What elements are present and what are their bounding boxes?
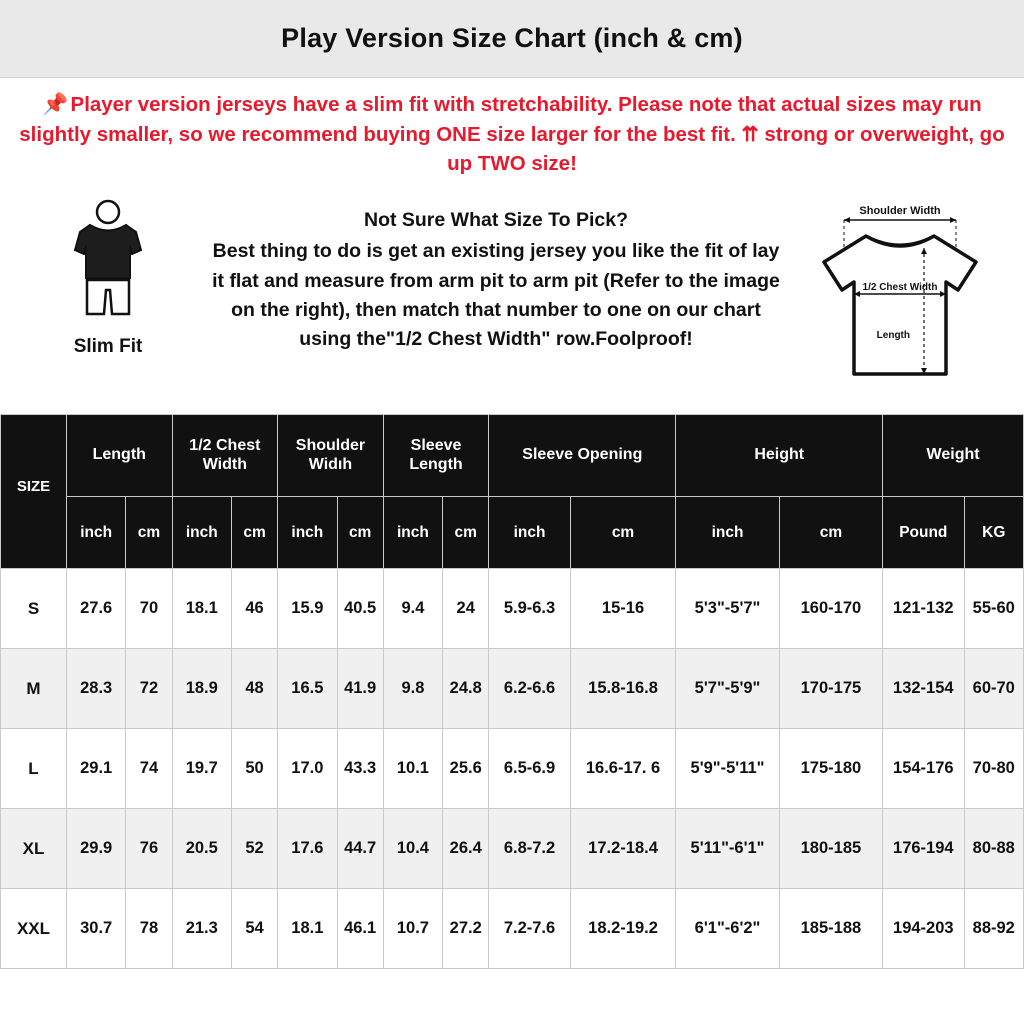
cell: 16.6-17. 6 [570, 729, 676, 809]
row-size: S [1, 569, 67, 649]
cell: 41.9 [337, 649, 383, 729]
cell: 9.4 [383, 569, 442, 649]
cell: 17.2-18.4 [570, 809, 676, 889]
unit-sleeve-opening-cm: cm [570, 497, 676, 569]
cell: 26.4 [443, 809, 489, 889]
header-height: Height [676, 415, 883, 497]
cell: 17.6 [278, 809, 337, 889]
cell: 17.0 [278, 729, 337, 809]
cell: 44.7 [337, 809, 383, 889]
cell: 185-188 [779, 889, 882, 969]
cell: 30.7 [66, 889, 125, 969]
sizing-help-text [198, 192, 794, 354]
cell: 29.9 [66, 809, 125, 889]
cell: 121-132 [883, 569, 964, 649]
cell: 27.6 [66, 569, 125, 649]
cell: 7.2-7.6 [489, 889, 570, 969]
cell: 6'1"-6'2" [676, 889, 779, 969]
cell: 24 [443, 569, 489, 649]
unit-weight-kg: KG [964, 497, 1024, 569]
cell: 15.9 [278, 569, 337, 649]
cell: 60-70 [964, 649, 1024, 729]
cell: 15.8-16.8 [570, 649, 676, 729]
cell: 5'11"-6'1" [676, 809, 779, 889]
cell: 52 [231, 809, 277, 889]
sizing-help-body: Best thing to do is get an existing jersey you like the fit of lay it flat and measure from arm pit to arm pit (Refer to the image on the right), then match that number to one on our chart using the"1/2 Chest Width" row.Foolproof! [212, 240, 780, 351]
cell: 10.1 [383, 729, 442, 809]
unit-chest-inch: inch [172, 497, 231, 569]
table-row [1, 649, 1024, 729]
unit-sleeve-length-inch: inch [383, 497, 442, 569]
slim-fit-block [18, 192, 198, 358]
header-weight: Weight [883, 415, 1024, 497]
cell: 25.6 [443, 729, 489, 809]
slim-fit-label: Slim Fit [73, 336, 143, 358]
cell: 175-180 [779, 729, 882, 809]
header-half-chest-width: 1/2 Chest Width [172, 415, 278, 497]
cell: 72 [126, 649, 172, 729]
cell: 132-154 [883, 649, 964, 729]
pushpin-icon: 📌 [42, 93, 69, 116]
info-band [0, 186, 1024, 414]
cell: 18.9 [172, 649, 231, 729]
row-size: M [1, 649, 67, 729]
cell: 55-60 [964, 569, 1024, 649]
sizing-help-question: Not Sure What Size To Pick? [363, 209, 628, 232]
row-size: L [1, 729, 67, 809]
cell: 5'9"-5'11" [676, 729, 779, 809]
cell: 46 [231, 569, 277, 649]
cell: 154-176 [883, 729, 964, 809]
table-body [1, 569, 1024, 969]
unit-height-cm: cm [779, 497, 882, 569]
cell: 18.1 [172, 569, 231, 649]
cell: 70 [126, 569, 172, 649]
header-shoulder-width: Shoulder Widıh [278, 415, 384, 497]
slim-fit-body-icon [60, 198, 156, 326]
table-row [1, 889, 1024, 969]
cell: 10.7 [383, 889, 442, 969]
unit-shoulder-cm: cm [337, 497, 383, 569]
cell: 27.2 [443, 889, 489, 969]
row-size: XL [1, 809, 67, 889]
cell: 15-16 [570, 569, 676, 649]
table-head [1, 415, 1024, 569]
cell: 194-203 [883, 889, 964, 969]
cell: 40.5 [337, 569, 383, 649]
cell: 74 [126, 729, 172, 809]
unit-length-inch: inch [66, 497, 125, 569]
svg-text:Shoulder Width: Shoulder Width [859, 205, 941, 218]
cell: 5.9-6.3 [489, 569, 570, 649]
fit-notice [0, 78, 1024, 186]
svg-text:Length: Length [876, 330, 910, 342]
cell: 80-88 [964, 809, 1024, 889]
cell: 16.5 [278, 649, 337, 729]
table-header-units [1, 497, 1024, 569]
table-row [1, 809, 1024, 889]
cell: 29.1 [66, 729, 125, 809]
cell: 9.8 [383, 649, 442, 729]
table-row [1, 729, 1024, 809]
row-size: XXL [1, 889, 67, 969]
cell: 21.3 [172, 889, 231, 969]
cell: 176-194 [883, 809, 964, 889]
header-sleeve-length: Sleeve Length [383, 415, 489, 497]
table-header-groups [1, 415, 1024, 497]
size-chart-table [0, 414, 1024, 969]
cell: 160-170 [779, 569, 882, 649]
table-row [1, 569, 1024, 649]
unit-length-cm: cm [126, 497, 172, 569]
header-length: Length [66, 415, 172, 497]
unit-sleeve-length-cm: cm [443, 497, 489, 569]
cell: 10.4 [383, 809, 442, 889]
page-title: Play Version Size Chart (inch & cm) [281, 23, 743, 53]
unit-sleeve-opening-inch: inch [489, 497, 570, 569]
cell: 170-175 [779, 649, 882, 729]
tshirt-measure-diagram-icon [800, 198, 1000, 398]
unit-height-inch: inch [676, 497, 779, 569]
cell: 46.1 [337, 889, 383, 969]
unit-chest-cm: cm [231, 497, 277, 569]
header-size: SIZE [1, 415, 67, 569]
cell: 54 [231, 889, 277, 969]
page-title-bar [0, 0, 1024, 78]
fit-notice-text: Player version jerseys have a slim fit with stretchability. Please note that actual sizes may run slightly smaller, so we recommend buying ONE size larger for the best fit. ⇈ strong or overweight, go up TWO size! [19, 93, 1005, 175]
cell: 78 [126, 889, 172, 969]
cell: 76 [126, 809, 172, 889]
cell: 70-80 [964, 729, 1024, 809]
cell: 6.2-6.6 [489, 649, 570, 729]
cell: 6.5-6.9 [489, 729, 570, 809]
cell: 18.1 [278, 889, 337, 969]
cell: 43.3 [337, 729, 383, 809]
measure-diagram-block [794, 192, 1006, 398]
header-sleeve-opening: Sleeve Opening [489, 415, 676, 497]
cell: 48 [231, 649, 277, 729]
unit-weight-pound: Pound [883, 497, 964, 569]
cell: 20.5 [172, 809, 231, 889]
cell: 50 [231, 729, 277, 809]
cell: 28.3 [66, 649, 125, 729]
cell: 5'3"-5'7" [676, 569, 779, 649]
cell: 180-185 [779, 809, 882, 889]
cell: 19.7 [172, 729, 231, 809]
cell: 88-92 [964, 889, 1024, 969]
cell: 18.2-19.2 [570, 889, 676, 969]
unit-shoulder-inch: inch [278, 497, 337, 569]
cell: 24.8 [443, 649, 489, 729]
cell: 6.8-7.2 [489, 809, 570, 889]
svg-text:1/2 Chest Width: 1/2 Chest Width [862, 282, 938, 294]
cell: 5'7"-5'9" [676, 649, 779, 729]
